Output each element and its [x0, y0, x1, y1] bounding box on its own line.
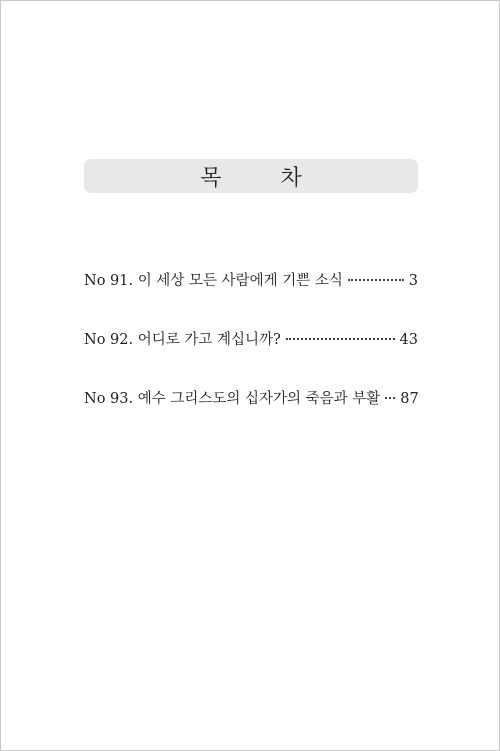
- toc-heading-bar: [84, 159, 418, 193]
- toc-entry[interactable]: [84, 328, 418, 356]
- dot-leader: [348, 279, 404, 281]
- toc-entry[interactable]: [84, 269, 418, 297]
- dot-leader: [385, 397, 395, 399]
- toc-entry-title: No 91. 이 세상 모든 사람에게 기쁜 소식: [84, 273, 343, 289]
- toc-entry-title: No 93. 예수 그리스도의 십자가의 죽음과 부활: [84, 391, 381, 407]
- toc-entry[interactable]: [84, 387, 418, 415]
- toc-entry-page: 3: [408, 273, 418, 289]
- toc-heading: 목 차: [200, 165, 328, 191]
- table-of-contents: [84, 269, 418, 446]
- dot-leader: [286, 338, 395, 340]
- toc-entry-page: 87: [400, 391, 419, 407]
- toc-entry-page: 43: [399, 332, 418, 348]
- toc-entry-title: No 92. 어디로 가고 계십니까?: [84, 332, 281, 348]
